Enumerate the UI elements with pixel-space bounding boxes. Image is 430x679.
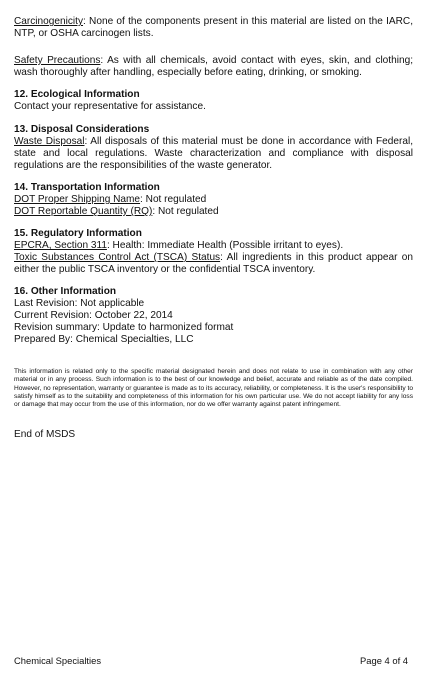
disclaimer-paragraph: This information is related only to the specific material designated herein and does not relate to use in combination with any other material or in any process. Such information is to the best of our knowledge and belief, accurate and reliable as of the date compiled. However, no representation, warranty or guarantee is made as to its accuracy, reliability, or completeness. It is the user's responsibility to satisfy himself as to the suitability and completeness of this information for his own particular use. We do not accept liability for any loss or damage that may occur from the use of this information, nor do we offer warranty against patent infringement. bbox=[14, 368, 413, 409]
tsca-value: : All ingredients in this product appear on either the public TSCA inventory or the confidential TSCA inventory. bbox=[14, 252, 413, 275]
dot-rq-label: DOT Reportable Quantity (RQ) bbox=[14, 206, 153, 217]
prepared-by: Prepared By: Chemical Specialties, LLC bbox=[14, 334, 194, 345]
safety-precautions-text: : As with all chemicals, avoid contact with eyes, skin, and clothing; wash thoroughly after handling, especially before eating, drinking, or smoking. bbox=[14, 55, 413, 78]
section-14-heading: 14. Transportation Information bbox=[14, 182, 160, 193]
end-of-msds: End of MSDS bbox=[14, 429, 76, 440]
safety-precautions-label: Safety Precautions bbox=[14, 55, 101, 66]
tsca-label: Toxic Substances Control Act (TSCA) Status bbox=[14, 252, 221, 263]
tsca-paragraph bbox=[14, 252, 413, 276]
section-12-text: Contact your representative for assistance. bbox=[14, 101, 206, 112]
carcinogenicity-label: Carcinogenicity bbox=[14, 16, 84, 27]
section-13-heading: 13. Disposal Considerations bbox=[14, 124, 150, 135]
footer-company: Chemical Specialties bbox=[14, 655, 102, 666]
revision-summary: Revision summary: Update to harmonized format bbox=[14, 322, 234, 333]
dot-rq-row bbox=[14, 206, 414, 218]
current-revision: Current Revision: October 22, 2014 bbox=[14, 310, 173, 321]
epcra-label: EPCRA, Section 311 bbox=[14, 240, 107, 251]
waste-disposal-paragraph bbox=[14, 136, 413, 172]
last-revision: Last Revision: Not applicable bbox=[14, 298, 145, 309]
dot-shipping-name-value: : Not regulated bbox=[140, 194, 207, 205]
footer-page-number: Page 4 of 4 bbox=[360, 655, 408, 666]
dot-rq-value: : Not regulated bbox=[152, 206, 219, 217]
safety-precautions-paragraph bbox=[14, 55, 413, 79]
dot-shipping-name-row bbox=[14, 194, 414, 206]
waste-disposal-text: : All disposals of this material must be done in accordance with Federal, state and local regulations. Waste characterization and compliance with disposal regulations are the responsibilities of the waste generator. bbox=[14, 136, 414, 171]
epcra-row bbox=[14, 240, 414, 252]
epcra-value: : Health: Immediate Health (Possible irritant to eyes). bbox=[106, 240, 344, 251]
waste-disposal-label: Waste Disposal bbox=[14, 136, 85, 147]
section-16-heading: 16. Other Information bbox=[14, 286, 117, 297]
section-15-heading: 15. Regulatory Information bbox=[14, 228, 142, 239]
carcinogenicity-text: : None of the components present in this material are listed on the IARC, NTP, or OSHA carcinogen lists. bbox=[14, 16, 413, 39]
dot-shipping-name-label: DOT Proper Shipping Name bbox=[14, 194, 141, 205]
carcinogenicity-paragraph bbox=[14, 16, 413, 40]
section-12-heading: 12. Ecological Information bbox=[14, 89, 140, 100]
